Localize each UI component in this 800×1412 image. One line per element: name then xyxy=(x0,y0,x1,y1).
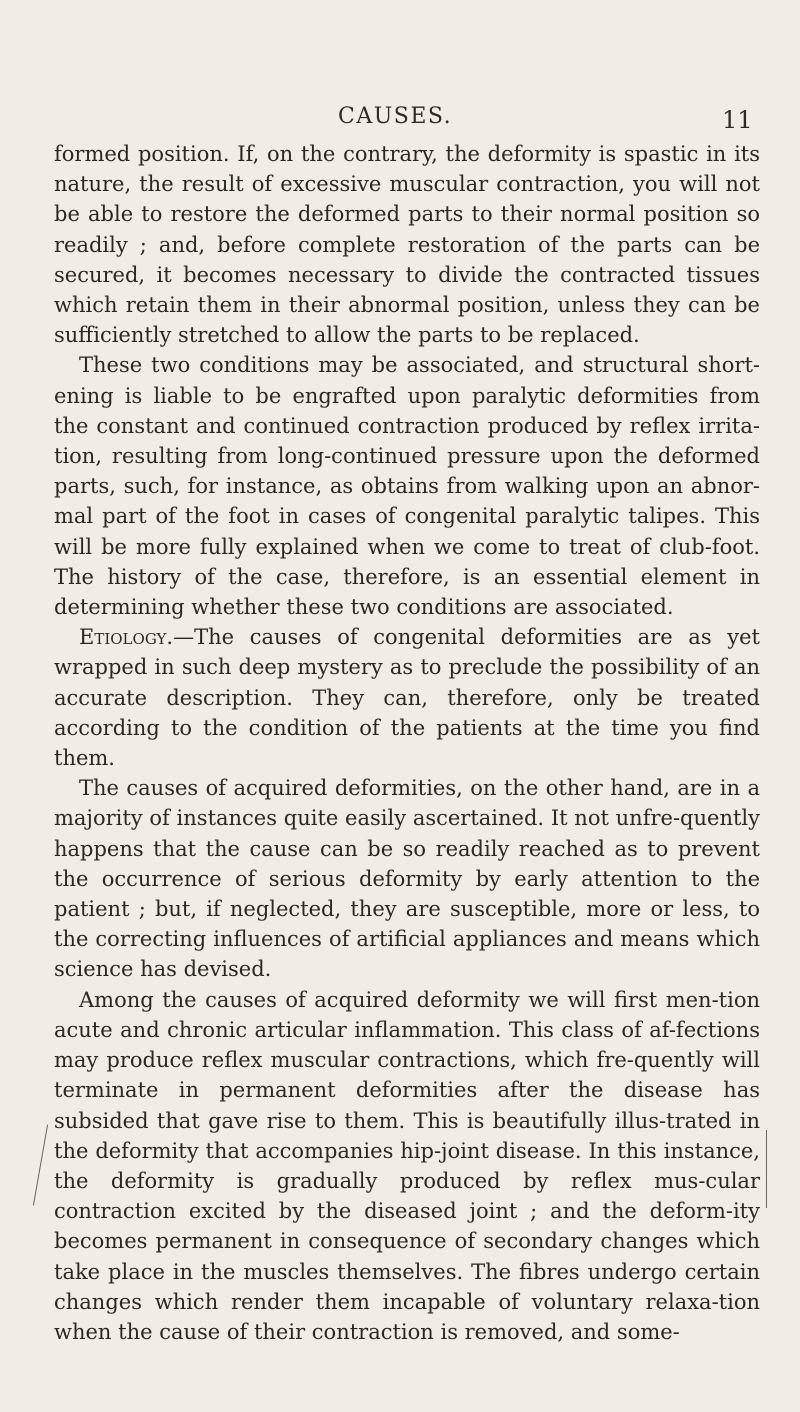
etiology-heading: Etiology. xyxy=(79,625,174,650)
paragraph-etiology xyxy=(54,622,760,773)
paragraph-two-conditions: These two conditions may be associated, and structural short-ening is liable to be engrafted upon paralytic deformities from the constant and continued contraction produced by reflex irrita-tion, resulting from long-continued pressure upon the deformed parts, such, for instance, as obtains from walking upon an abnor-mal part of the foot in cases of congenital paralytic talipes. This will be more fully explained when we come to treat of club-foot. The history of the case, therefore, is an essential element in determining whether these two conditions are associated. xyxy=(54,353,760,620)
etiology-text: —The causes of congenital deformities are as yet wrapped in such deep mystery as to preclude the possibility of an accurate description. They can, therefore, only be treated according to the condition of the patients at the time you find them. xyxy=(54,625,760,771)
margin-pencil-mark-right xyxy=(766,1130,767,1208)
paragraph-acquired-causes: The causes of acquired deformities, on the other hand, are in a majority of instances quite easily ascertained. It not unfre-quently happens that the cause can be so readily reached as to prevent the occurrence of serious deformity by early attention to the patient ; but, if neglected, they are susceptible, more or less, to the correcting influences of artificial appliances and means which science has devised. xyxy=(54,776,760,982)
paragraph-articular-inflammation: Among the causes of acquired deformity we will first men-tion acute and chronic articular inflammation. This class of af-fections may produce reflex muscular contractions, which fre-quently will terminate in permanent deformities after the disease has subsided that gave rise to them. This is beautifully illus-trated in the deformity that accompanies hip-joint disease. In this instance, the deformity is gradually produced by reflex mus-cular contraction excited by the diseased joint ; and the deform-ity becomes permanent in consequence of secondary changes which take place in the muscles themselves. The fibres undergo certain changes which render them incapable of voluntary relaxa-tion when the cause of their contraction is removed, and some- xyxy=(54,987,760,1344)
margin-pencil-mark-left xyxy=(33,1125,48,1206)
paragraph-continuation: formed position. If, on the contrary, the deformity is spastic in its nature, the result of excessive muscular contraction, you will not be able to restore the deformed parts to their normal position so readily ; and, before complete restoration of the parts can be secured, it becomes necessary to divide the contracted tissues which retain them in their abnormal position, unless they can be sufficiently stretched to allow the parts to be replaced. xyxy=(54,142,760,348)
running-head: CAUSES. xyxy=(338,104,453,129)
page-number: 11 xyxy=(722,106,753,134)
body-text xyxy=(54,139,760,1347)
